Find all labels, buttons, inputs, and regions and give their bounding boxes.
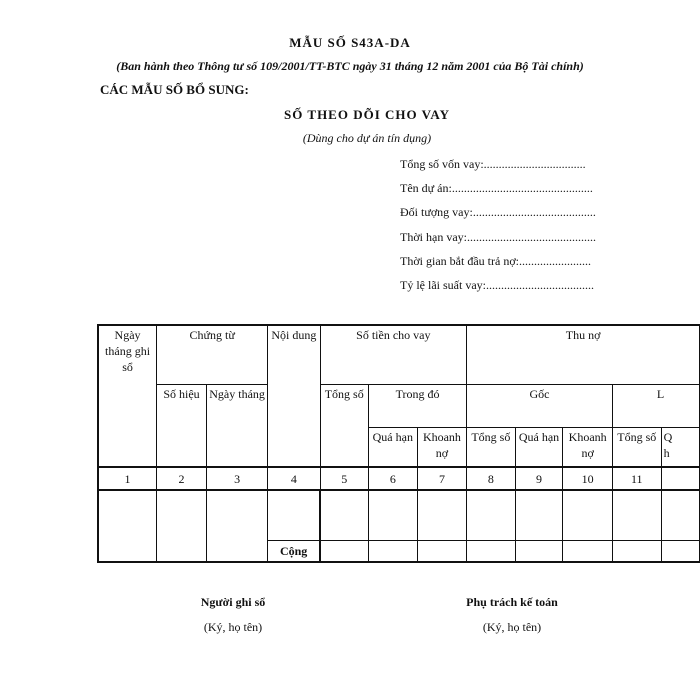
loan-ledger-table [97, 324, 700, 563]
book-subtitle: (Dùng cho dự án tín dụng) [302, 131, 432, 145]
header-interest-total: Tổng số [612, 427, 661, 467]
issued-note: (Ban hành theo Thông tư số 109/2001/TT-BTC ngày 31 tháng 12 năm 2001 của Bộ Tài chính) [116, 59, 584, 73]
info-repayment-start: Thời gian bắt đầu trả nợ:........................ [400, 254, 591, 268]
body-cell [320, 490, 368, 540]
total-cell [563, 540, 612, 562]
body-cell [206, 490, 267, 562]
form-number: MẪU SỐ S43A-DA [289, 35, 411, 50]
body-cell [563, 490, 612, 540]
total-cell [515, 540, 563, 562]
recorder-title: Người ghi sổ [200, 595, 266, 609]
header-loan-total: Tổng số [320, 384, 368, 467]
header-overdue: Quá hạn [368, 427, 417, 467]
body-cell [467, 490, 515, 540]
total-cell [612, 540, 661, 562]
body-cell [268, 490, 320, 540]
col-number: 9 [515, 467, 563, 490]
header-voucher: Chứng từ [157, 325, 268, 384]
col-number: 8 [467, 467, 515, 490]
header-date: Ngày tháng ghi sổ [98, 325, 157, 467]
header-interest-partial: L [612, 384, 699, 427]
body-cell [661, 490, 699, 540]
total-cell [467, 540, 515, 562]
body-cell [417, 490, 466, 540]
info-borrower: Đối tượng vay:......................................... [400, 205, 596, 219]
header-principal-overdue: Quá hạn [515, 427, 563, 467]
info-loan-term: Thời hạn vay:........................................... [400, 230, 596, 244]
col-number-empty [661, 467, 699, 490]
body-cell [98, 490, 157, 562]
body-cell [612, 490, 661, 540]
info-total-capital: Tổng số vốn vay:.................................. [400, 157, 586, 171]
book-title: SỐ THEO DÕI CHO VAY [284, 107, 450, 122]
total-label: Cộng [268, 540, 320, 562]
body-cell [368, 490, 417, 540]
col-number: 10 [563, 467, 612, 490]
total-cell [368, 540, 417, 562]
col-number: 2 [157, 467, 207, 490]
header-principal: Gốc [467, 384, 613, 427]
header-of-which: Trong đó [368, 384, 466, 427]
header-voucher-no: Số hiệu [157, 384, 207, 467]
col-number: 5 [320, 467, 368, 490]
accountant-note: (Ký, họ tên) [482, 620, 542, 634]
header-loan-amount: Số tiền cho vay [320, 325, 467, 384]
accountant-title: Phụ trách kế toán [466, 595, 558, 609]
header-principal-total: Tổng số [467, 427, 515, 467]
total-cell [417, 540, 466, 562]
total-cell [661, 540, 699, 562]
col-number: 11 [612, 467, 661, 490]
col-number: 1 [98, 467, 157, 490]
body-cell [515, 490, 563, 540]
header-interest-partial-col: Q h [661, 427, 699, 467]
col-number: 3 [206, 467, 267, 490]
info-interest-rate: Tỷ lệ lãi suất vay:.................................... [400, 278, 594, 292]
header-collection: Thu nợ [467, 325, 700, 384]
col-number: 7 [417, 467, 466, 490]
header-content: Nội dung [268, 325, 320, 467]
col-number: 6 [368, 467, 417, 490]
col-number: 4 [268, 467, 320, 490]
info-project-name: Tên dự án:............................................... [400, 181, 593, 195]
supplementary-heading: CÁC MẪU SỐ BỔ SUNG: [100, 82, 249, 97]
recorder-note: (Ký, họ tên) [203, 620, 263, 634]
body-cell [157, 490, 207, 562]
header-debt: Khoanh nợ [417, 427, 466, 467]
header-voucher-date: Ngày tháng [206, 384, 267, 467]
header-principal-debt: Khoanh nợ [563, 427, 612, 467]
total-cell [320, 540, 368, 562]
